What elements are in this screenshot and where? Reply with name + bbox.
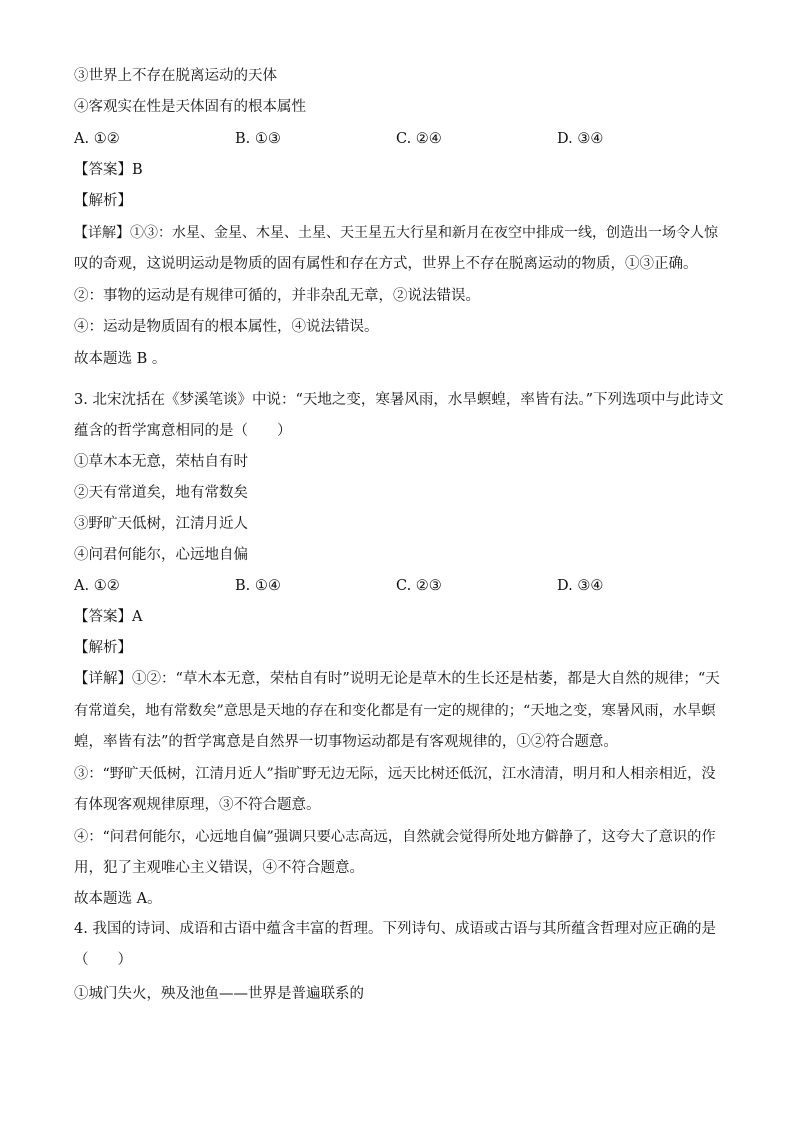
q3-stem-line-2: 蕴含的哲学寓意相同的是（ ）: [74, 423, 292, 439]
q3-item-4: ④问君何能尔，心远地自偏: [74, 547, 248, 563]
q3-detail-line-2: 有常道矣，地有常数矣”意思是天地的存在和变化都是有一定的规律的；“天地之变，寒暑风雨，水旱螟: [74, 703, 716, 719]
q4-stem-line-2: （ ）: [74, 952, 132, 968]
q3-detail-3-line-1: ③：“野旷天低树，江清月近人”指旷野无边无际，远天比树还低沉，江水清清，明月和人相亲相近，没: [74, 766, 716, 782]
q2-answer-value: B: [132, 162, 143, 178]
q2-option-c: C. ②④: [396, 131, 442, 147]
q3-answer-value: A: [132, 609, 143, 625]
q2-option-a: A. ①②: [74, 131, 120, 147]
q2-item-4: ④客观实在性是天体固有的根本属性: [74, 99, 306, 115]
q2-conclusion: 故本题选 B 。: [74, 351, 167, 367]
q3-conclusion: 故本题选 A。: [74, 891, 162, 907]
q3-answer: [74, 607, 142, 627]
q2-option-d: D. ③④: [557, 131, 604, 147]
q3-detail-4-line-2: 用，犯了主观唯心主义错误，④不符合题意。: [74, 860, 364, 876]
q3-option-a: A. ①②: [74, 578, 120, 594]
q2-options: [74, 129, 724, 149]
q3-stem-line-1: 3. 北宋沈括在《梦溪笔谈》中说：“天地之变，寒暑风雨，水旱螟蝗，率皆有法。”下列选项中与此诗文: [74, 392, 724, 408]
q2-item-3: ③世界上不存在脱离运动的天体: [74, 68, 277, 84]
q2-answer: [74, 160, 143, 180]
q3-option-b: B. ①④: [235, 578, 281, 594]
q2-answer-label: 【答案】: [74, 162, 132, 178]
q3-option-d: D. ③④: [557, 578, 604, 594]
q2-detail-2: ②：事物的运动是有规律可循的，并非杂乱无章，②说法错误。: [74, 288, 480, 304]
q2-option-b: B. ①③: [235, 131, 281, 147]
q3-detail-3-line-2: 有体现客观规律原理，③不符合题意。: [74, 797, 321, 813]
q3-item-2: ②天有常道矣，地有常数矣: [74, 485, 248, 501]
q3-answer-label: 【答案】: [74, 609, 132, 625]
q3-item-1: ①草木本无意，荣枯自有时: [74, 454, 248, 470]
q3-analysis-label: 【解析】: [74, 640, 132, 656]
q2-analysis-label: 【解析】: [74, 193, 132, 209]
q4-item-1: ①城门失火，殃及池鱼——世界是普遍联系的: [74, 986, 364, 1002]
q3-options: [74, 576, 724, 596]
q3-item-3: ③野旷天低树，江清月近人: [74, 516, 248, 532]
q3-option-c: C. ②③: [396, 578, 442, 594]
q2-detail-line-1: 【详解】①③：水星、金星、木星、土星、天王星五大行星和新月在夜空中排成一线，创造出一场令人惊: [74, 225, 718, 241]
q3-detail-4-line-1: ④：“问君何能尔，心远地自偏”强调只要心志高远，自然就会觉得所处地方僻静了，这夸大了意识的作: [74, 829, 716, 845]
q2-detail-line-2: 叹的奇观，这说明运动是物质的固有属性和存在方式，世界上不存在脱离运动的物质，①③正确。: [74, 256, 698, 272]
q2-detail-4: ④：运动是物质固有的根本属性，④说法错误。: [74, 319, 379, 335]
q4-stem-line-1: 4. 我国的诗词、成语和古语中蕴含丰富的哲理。下列诗句、成语或古语与其所蕴含哲理对应正确的是: [74, 921, 716, 937]
q3-detail-line-1: 【详解】①②：“草木本无意，荣枯自有时”说明无论是草木的生长还是枯萎，都是大自然的规律；“天: [74, 671, 720, 687]
q3-detail-line-3: 蝗，率皆有法”的哲学寓意是自然界一切事物运动都是有客观规律的，①②符合题意。: [74, 734, 618, 750]
